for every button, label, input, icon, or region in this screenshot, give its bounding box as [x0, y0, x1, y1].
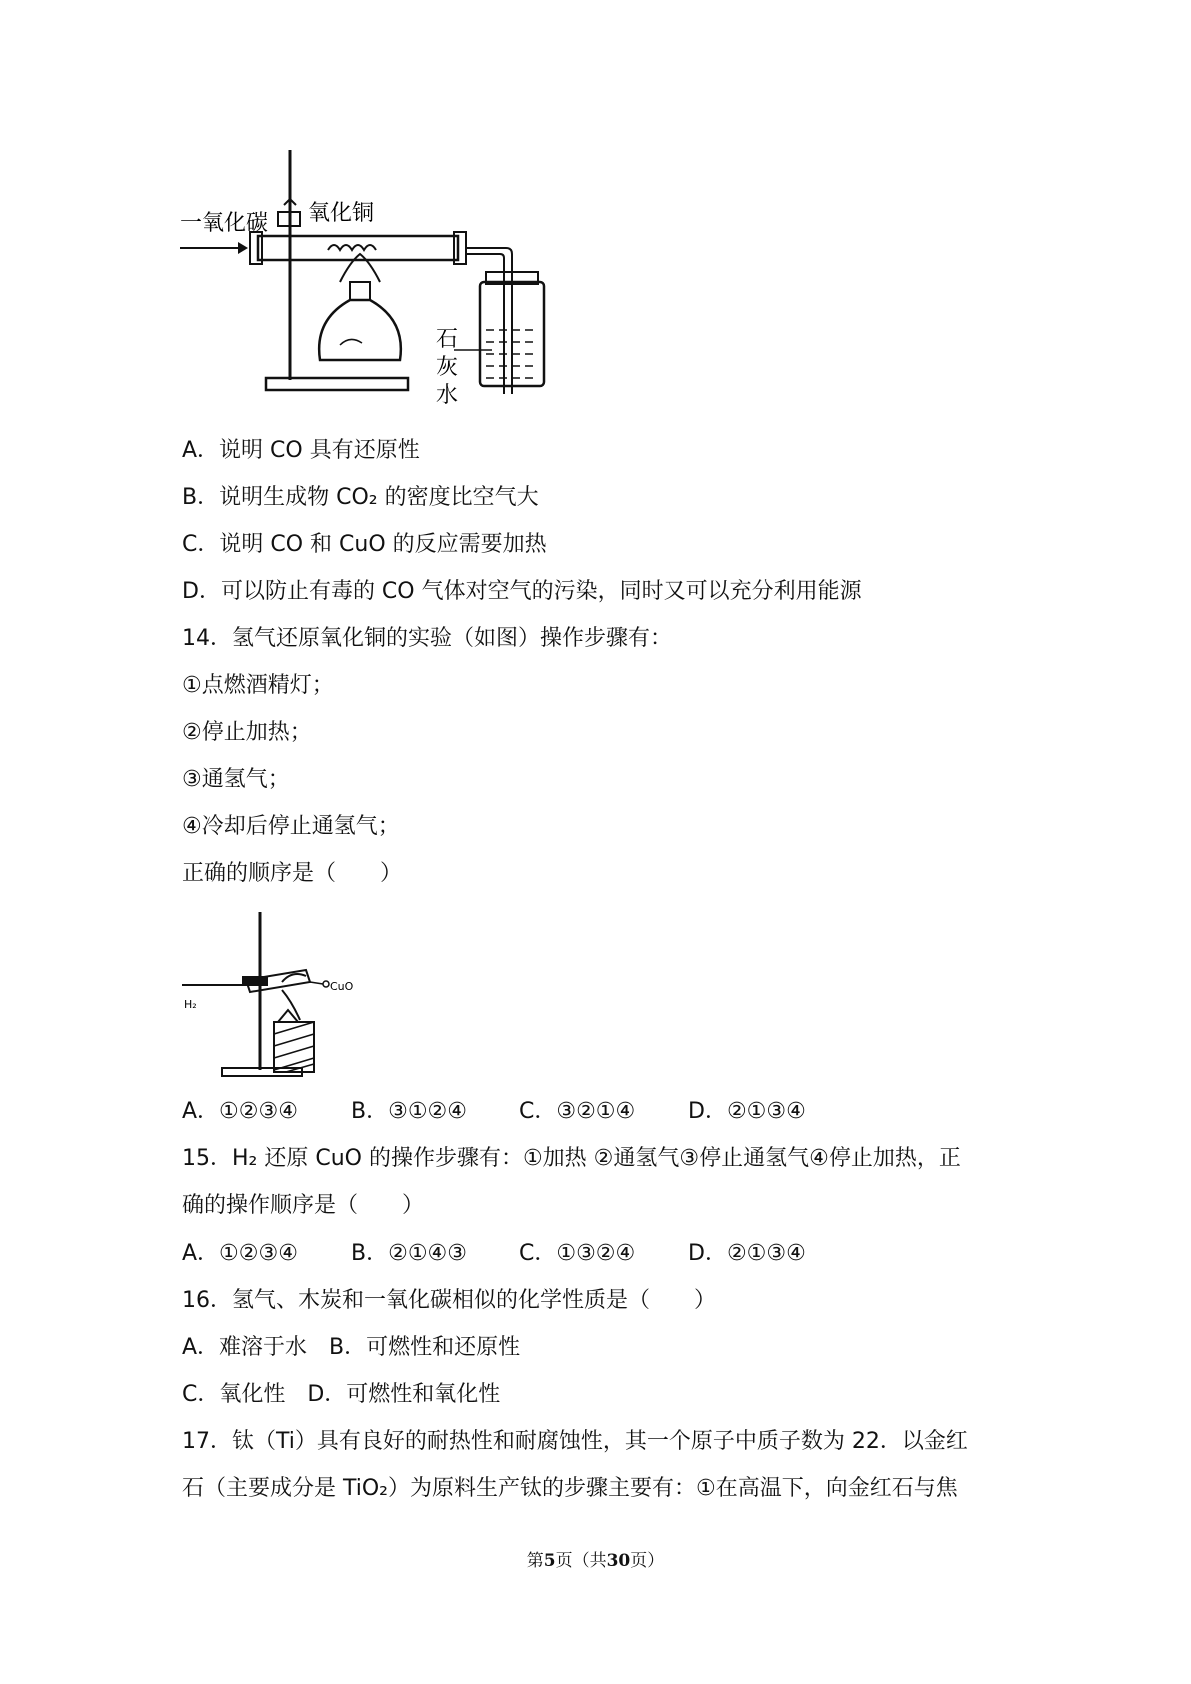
q14-step-4: ④冷却后停止通氢气；	[182, 814, 400, 839]
limewater-label-3: 水	[436, 383, 459, 408]
h2-label: H₂	[184, 998, 197, 1011]
q13-option-b: B．说明生成物 CO₂ 的密度比空气大	[182, 485, 539, 510]
q16-options-line2: C．氧化性 D．可燃性和氧化性	[182, 1382, 501, 1407]
footer-suffix: 页）	[630, 1551, 665, 1571]
q16-stem: 16．氢气、木炭和一氧化碳相似的化学性质是（ ）	[182, 1288, 716, 1313]
h2-reduction-apparatus-figure	[182, 910, 362, 1080]
cuo-small-label: CuO	[330, 980, 354, 993]
q17-stem-line2: 石（主要成分是 TiO₂）为原料生产钛的步骤主要有：①在高温下，向金红石与焦	[182, 1476, 958, 1501]
q17-stem-line1: 17．钛（Ti）具有良好的耐热性和耐腐蚀性，其一个原子中质子数为 22．以金红	[182, 1429, 968, 1454]
q14-ask: 正确的顺序是（ ）	[182, 861, 403, 886]
footer-total-pages: 30	[606, 1551, 631, 1571]
q15-stem-line1: 15．H₂ 还原 CuO 的操作步骤有：①加热 ②通氢气③停止通氢气④停止加热，正	[182, 1146, 961, 1171]
q14-step-3: ③通氢气；	[182, 767, 290, 792]
footer-prefix: 第	[526, 1551, 544, 1571]
q14-option-c: C．③②①④	[519, 1099, 636, 1124]
q16-options-line1: A．难溶于水 B．可燃性和还原性	[182, 1335, 521, 1360]
footer-middle: 页（共	[555, 1551, 607, 1571]
limewater-label-2: 灰	[436, 355, 459, 380]
q14-option-d: D．②①③④	[688, 1099, 806, 1124]
q14-step-2: ②停止加热；	[182, 720, 312, 745]
cuo-label: 氧化铜	[308, 201, 375, 226]
q14-stem: 14．氢气还原氧化铜的实验（如图）操作步骤有：	[182, 626, 672, 651]
q15-option-d: D．②①③④	[688, 1241, 806, 1266]
q13-option-c: C．说明 CO 和 CuO 的反应需要加热	[182, 532, 547, 557]
footer-page-number: 5	[543, 1551, 556, 1571]
q14-option-a: A．①②③④	[182, 1099, 298, 1124]
q15-option-b: B．②①④③	[351, 1241, 467, 1266]
co-reduction-apparatus-figure	[180, 150, 560, 420]
q13-option-a: A．说明 CO 具有还原性	[182, 438, 420, 463]
limewater-label-1: 石	[436, 327, 459, 352]
q14-step-1: ①点燃酒精灯；	[182, 673, 334, 698]
q13-option-d: D．可以防止有毒的 CO 气体对空气的污染，同时又可以充分利用能源	[182, 579, 862, 604]
co-label: 一氧化碳	[180, 211, 269, 236]
page-footer	[0, 1546, 1191, 1571]
q14-option-b: B．③①②④	[351, 1099, 467, 1124]
q15-option-a: A．①②③④	[182, 1241, 298, 1266]
q15-option-c: C．①③②④	[519, 1241, 636, 1266]
q15-stem-line2: 确的操作顺序是（ ）	[182, 1193, 425, 1218]
